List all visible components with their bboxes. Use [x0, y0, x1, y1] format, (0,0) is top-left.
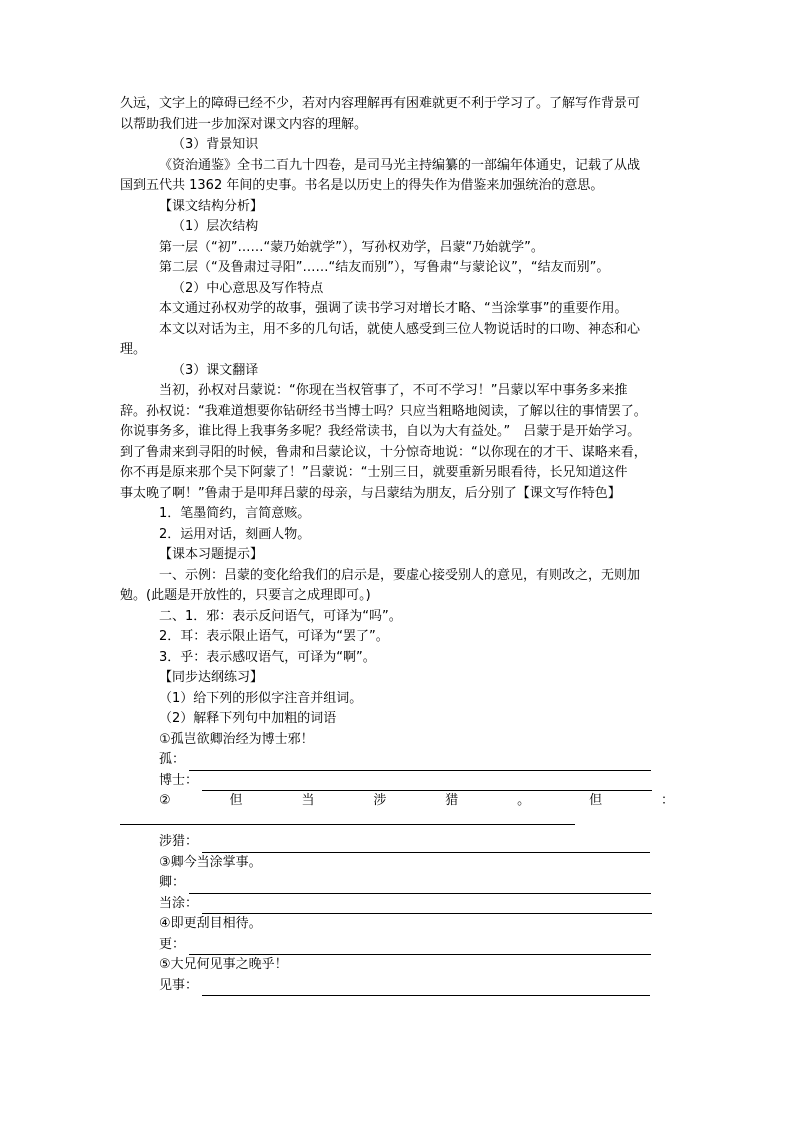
section-heading: （3）背景知识	[172, 137, 259, 152]
list-item: 二、1．邪：表示反问语气，可译为“吗”。	[159, 608, 402, 624]
list-item: 3．乎：表示感叹语气，可译为“啊”。	[159, 649, 376, 665]
exercise-sentence: ④即更刮目相待。	[159, 916, 262, 931]
text-line: 《资治通鉴》全书二百九十四卷，是司马光主持编纂的一部编年体通史，记载了从战	[159, 157, 641, 173]
exercise-sentence: ①孤岂欲卿治经为博士邪！	[159, 731, 314, 747]
spread-char: 。	[517, 793, 531, 808]
text-line: 第一层（“初”……“蒙乃始就学”），写孙权劝学，吕蒙“乃始就学”。	[159, 239, 544, 255]
answer-field-jianshi	[120, 976, 674, 997]
answer-field-shelie	[120, 832, 674, 853]
field-label: 见事：	[159, 977, 199, 993]
text-line: 理。	[120, 342, 147, 357]
answer-blank[interactable]	[202, 776, 652, 791]
answer-blank-line[interactable]	[120, 812, 674, 833]
text-line: 到了鲁肃来到寻阳的时候，鲁肃和吕蒙论议，十分惊奇地说：“以你现在的才干、谋略来看，	[120, 444, 647, 460]
list-item: 2．耳：表示限止语气，可译为“罢了”。	[159, 629, 389, 644]
list-item: 2．运用对话，刻画人物。	[159, 526, 311, 542]
answer-blank[interactable]	[202, 981, 650, 996]
text-line: 你不再是原来那个吴下阿蒙了！”吕蒙说：“士别三日，就要重新另眼看待，长兄知道这件	[120, 465, 628, 480]
answer-blank[interactable]	[189, 879, 651, 894]
section-heading: 【同步达纲练习】	[159, 670, 264, 685]
answer-field-boshi	[120, 771, 674, 792]
field-label: 卿：	[159, 875, 186, 890]
subsection-heading: （2）中心意思及写作特点	[172, 280, 324, 296]
spread-char: ②	[159, 793, 171, 808]
subsection-heading: （3）课文翻译	[172, 362, 259, 378]
exercise-prompt: （1）给下列的形似字注音并组词。	[159, 690, 363, 706]
text-line: 本文以对话为主，用不多的几句话，就使人感受到三位人物说话时的口吻、神态和心	[159, 321, 641, 337]
exercise-sentence: ③卿今当涂掌事。	[159, 854, 262, 870]
answer-blank[interactable]	[189, 756, 651, 771]
answer-blank[interactable]	[189, 940, 651, 955]
document-body	[120, 94, 674, 996]
text-line: 当初，孙权对吕蒙说：“你现在当权管事了，不可不学习！”吕蒙以军中事务多来推	[159, 383, 628, 398]
answer-blank[interactable]	[202, 838, 650, 853]
text-line: 事太晚了啊！”鲁肃于是叩拜吕蒙的母亲，与吕蒙结为朋友，后分别了【课文写作特色】	[120, 485, 621, 501]
text-line: 以帮助我们进一步加深对课文内容的理解。	[120, 116, 368, 132]
field-label: 更：	[159, 936, 186, 952]
answer-blank[interactable]	[202, 899, 652, 914]
answer-field-qing	[120, 873, 674, 894]
text-line: 辞。孙权说：“我难道想要你钻研经书当博士吗？只应当粗略地阅读，了解以往的事情罢了。	[120, 403, 647, 419]
text-line: 一、示例：吕蒙的变化给我们的启示是，要虚心接受别人的意见，有则改之，无则加	[159, 567, 641, 583]
exercise-prompt: （2）解释下列句中加粗的词语	[159, 711, 337, 726]
text-line: 勉。(此题是开放性的，只要言之成理即可。)	[120, 588, 371, 603]
text-line: 你说事务多，谁比得上我事务多呢？我经常读书，自以为大有益处。” 吕蒙于是开始学习。	[120, 424, 641, 439]
spread-char: 但	[229, 793, 243, 808]
spread-char: 猎	[445, 793, 459, 808]
list-item: 1．笔墨简约，言简意赅。	[159, 506, 311, 521]
text-line: 久远，文字上的障碍已经不少，若对内容理解再有困难就更不利于学习了。了解写作背景可	[120, 96, 641, 111]
answer-field-dangtu	[120, 894, 674, 915]
exercise-sentence: ⑤大兄何见事之晚乎！	[159, 957, 288, 972]
answer-blank[interactable]	[120, 812, 575, 825]
section-heading: 【课本习题提示】	[159, 547, 264, 562]
spread-char: 当	[301, 793, 315, 808]
field-label: 博士：	[159, 772, 199, 788]
spread-char: 涉	[373, 793, 387, 808]
answer-field-gu	[120, 750, 674, 771]
field-label: 当涂：	[159, 895, 199, 911]
field-label: 孤：	[159, 752, 186, 767]
section-heading: 【课文结构分析】	[159, 198, 264, 214]
exercise-sentence-spread	[120, 791, 674, 812]
text-line: 国到五代共 1362 年间的史事。书名是以历史上的得失作为借鉴来加强统治的意思。	[120, 178, 604, 193]
spread-char: ：	[660, 793, 674, 808]
text-line: 第二层（“及鲁肃过寻阳”……“结友而别”），写鲁肃“与蒙论议”，“结友而别”。	[159, 260, 610, 275]
spread-char: 但	[589, 793, 603, 808]
answer-field-geng	[120, 935, 674, 956]
text-line: 本文通过孙权劝学的故事，强调了读书学习对增长才略、“当涂掌事”的重要作用。	[159, 301, 628, 316]
field-label: 涉猎：	[159, 834, 199, 849]
subsection-heading: （1）层次结构	[172, 219, 259, 234]
